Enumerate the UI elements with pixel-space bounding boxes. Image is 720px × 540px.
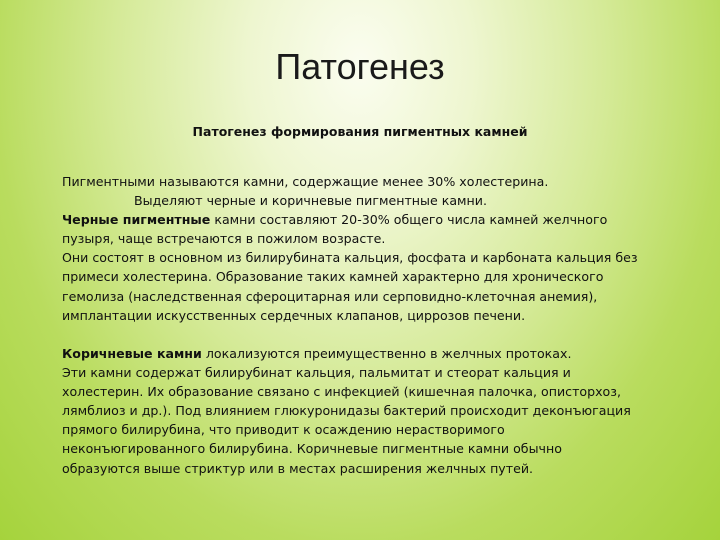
text-line: имплантации искусственных сердечных клапанов, циррозов печени.	[62, 307, 526, 323]
text-line: примеси холестерина. Образование таких камней характерно для хронического	[62, 269, 604, 285]
text-line: лямблиоз и др.). Под влиянием глюкуронидазы бактерий происходит деконъюгация	[62, 403, 631, 419]
brown-stones-term: Коричневые камни	[62, 346, 202, 361]
text-line: пузыря, чаще встречаются в пожилом возрасте.	[62, 231, 386, 247]
brown-stones-paragraph	[62, 344, 662, 478]
text-line: Выделяют черные и коричневые пигментные камни.	[134, 193, 487, 209]
slide-title: Патогенез	[275, 46, 445, 87]
text-line: холестерин. Их образование связано с инфекцией (кишечная палочка, описторхоз,	[62, 384, 621, 400]
text-line: Эти камни содержат билирубинат кальция, пальмитат и стеорат кальция и	[62, 365, 571, 381]
text-line: прямого билирубина, что приводит к осаждению нерастворимого	[62, 422, 505, 438]
text-line	[62, 210, 662, 229]
slide-subtitle: Патогенез формирования пигментных камней	[192, 124, 528, 139]
text-line: образуются выше стриктур или в местах расширения желчных путей.	[62, 460, 534, 476]
text-line: Они состоят в основном из билирубината кальция, фосфата и карбоната кальция без	[62, 250, 638, 266]
text-line: неконъюгированного билирубина. Коричневые пигментные камни обычно	[62, 441, 562, 457]
black-stones-term: Черные пигментные	[62, 212, 211, 228]
text-fragment: локализуются преимущественно в желчных протоках.	[201, 346, 572, 361]
text-line: Пигментными называются камни, содержащие менее 30% холестерина.	[62, 174, 549, 189]
black-stones-paragraph	[62, 172, 662, 325]
text-line	[62, 344, 662, 363]
text-line: гемолиза (наследственная сфероцитарная или серповидно-клеточная анемия),	[62, 288, 598, 304]
text-fragment: камни составляют 20-30% общего числа камней желчного	[210, 212, 608, 228]
